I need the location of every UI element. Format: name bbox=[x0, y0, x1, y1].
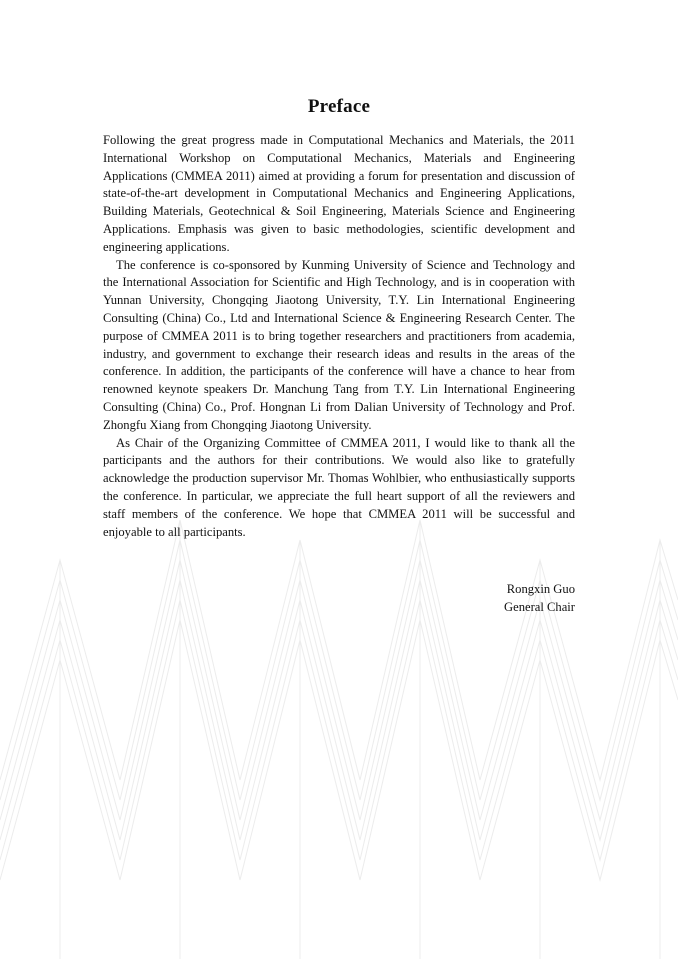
signature-role: General Chair bbox=[504, 600, 575, 615]
signature-name: Rongxin Guo bbox=[506, 582, 575, 597]
paragraph-sponsors: The conference is co-sponsored by Kunming University of Science and Technology and the International Association for Scientific and High Technology, and is in cooperation with Yunnan University, Chongqing Jiaotong University, T.Y. Lin International Engineering Consulting (China) Co., Ltd and International Science & Engineering Research Center. The purpose of CMMEA 2011 is to bring together researchers and practitioners from academia, industry, and government to exchange their research ideas and results in the areas of the conference. In addition, the participants of the conference will have a chance to hear from renowned keynote speakers Dr. Manchung Tang from T.Y. Lin International Engineering Consulting (China) Co., Prof. Hongnan Li from Dalian University of Technology and Prof. Zhongfu Xiang from Chongqing Jiaotong University. bbox=[103, 257, 575, 432]
signature-block bbox=[103, 581, 575, 617]
paragraph-intro: Following the great progress made in Computational Mechanics and Materials, the 2011 International Workshop on Computational Mechanics, Materials and Engineering Applications (CMMEA 2011) aimed at providing a forum for presentation and discussion of state-of-the-art development in Computational Mechanics and Engineering Applications, Building Materials, Geotechnical & Soil Engineering, Materials Science and Engineering Applications. Emphasis was given to basic methodologies, scientific development and engineering applications. bbox=[103, 133, 575, 254]
page-title: Preface bbox=[307, 96, 371, 117]
paragraph-acknowledgements: As Chair of the Organizing Committee of CMMEA 2011, I would like to thank all the participants and the authors for their contributions. We would also like to gratefully acknowledge the production supervisor Mr. Thomas Wohlbier, who enthusiastically supports the conference. In particular, we appreciate the full heart support of all the reviewers and staff members of the conference. We hope that CMMEA 2011 will be successful and enjoyable to all participants. bbox=[103, 435, 575, 539]
preface-content bbox=[103, 96, 575, 617]
